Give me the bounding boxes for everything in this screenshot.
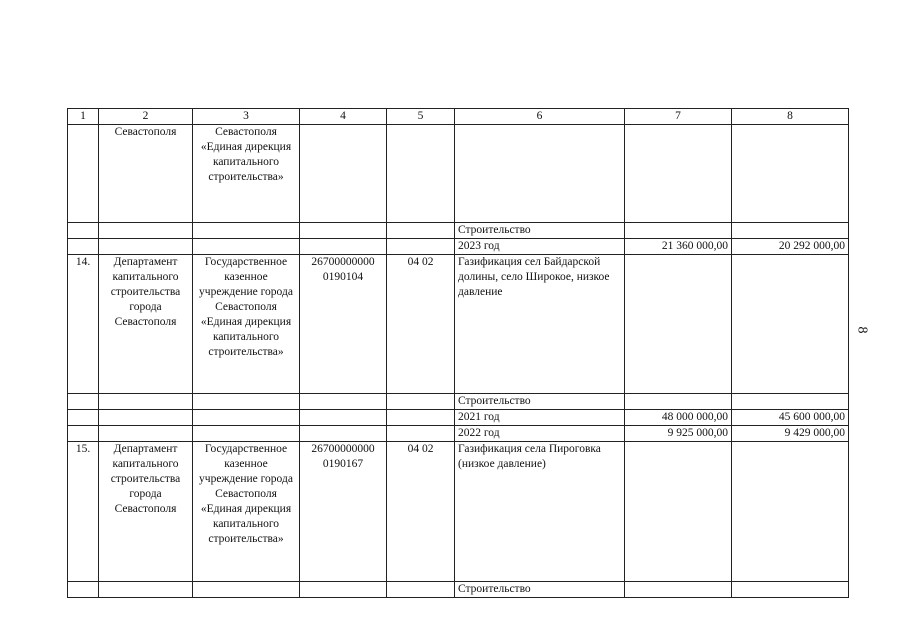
header-cell: 4 [300, 109, 387, 125]
header-cell: 1 [68, 109, 99, 125]
amount-cell: 9 429 000,00 [732, 426, 849, 442]
header-cell: 2 [99, 109, 193, 125]
year-cell: 2021 год [455, 410, 625, 426]
work-type-cell: Строительство [455, 394, 625, 410]
table-row [68, 239, 849, 255]
institution-cell: Государственное казенное учреждение города Севастополя «Единая дирекция капитального строительства» [193, 255, 300, 394]
section-cell: 04 02 [387, 442, 455, 582]
table-row [68, 394, 849, 410]
amount-cell: 45 600 000,00 [732, 410, 849, 426]
year-cell: 2022 год [455, 426, 625, 442]
amount-cell: 9 925 000,00 [625, 426, 732, 442]
institution-cell: Севастополя «Единая дирекция капитального строительства» [193, 125, 300, 223]
header-cell: 6 [455, 109, 625, 125]
header-row [68, 109, 849, 125]
institution-cell: Государственное казенное учреждение города Севастополя «Единая дирекция капитального строительства» [193, 442, 300, 582]
table-row [68, 582, 849, 598]
code-cell: 26700000000 0190104 [300, 255, 387, 394]
header-cell: 5 [387, 109, 455, 125]
department-cell: Департамент капитального строительства города Севастополя [99, 255, 193, 394]
department-cell: Севастополя [99, 125, 193, 223]
work-type-cell: Строительство [455, 582, 625, 598]
row-number: 14. [68, 255, 99, 394]
row-number: 15. [68, 442, 99, 582]
table-row [68, 442, 849, 582]
table-row [68, 125, 849, 223]
table-row [68, 255, 849, 394]
code-cell: 26700000000 0190167 [300, 442, 387, 582]
amount-cell: 21 360 000,00 [625, 239, 732, 255]
object-name-cell: Газификация сел Байдарской долины, село Широкое, низкое давление [455, 255, 625, 394]
budget-table [67, 108, 849, 598]
work-type-cell: Строительство [455, 223, 625, 239]
page-number: 8 [854, 326, 870, 334]
amount-cell: 48 000 000,00 [625, 410, 732, 426]
header-cell: 7 [625, 109, 732, 125]
section-cell: 04 02 [387, 255, 455, 394]
object-name-cell: Газификация села Пироговка (низкое давление) [455, 442, 625, 582]
department-cell: Департамент капитального строительства города Севастополя [99, 442, 193, 582]
table-row [68, 426, 849, 442]
table-row [68, 410, 849, 426]
header-cell: 8 [732, 109, 849, 125]
amount-cell: 20 292 000,00 [732, 239, 849, 255]
table-row [68, 223, 849, 239]
year-cell: 2023 год [455, 239, 625, 255]
header-cell: 3 [193, 109, 300, 125]
